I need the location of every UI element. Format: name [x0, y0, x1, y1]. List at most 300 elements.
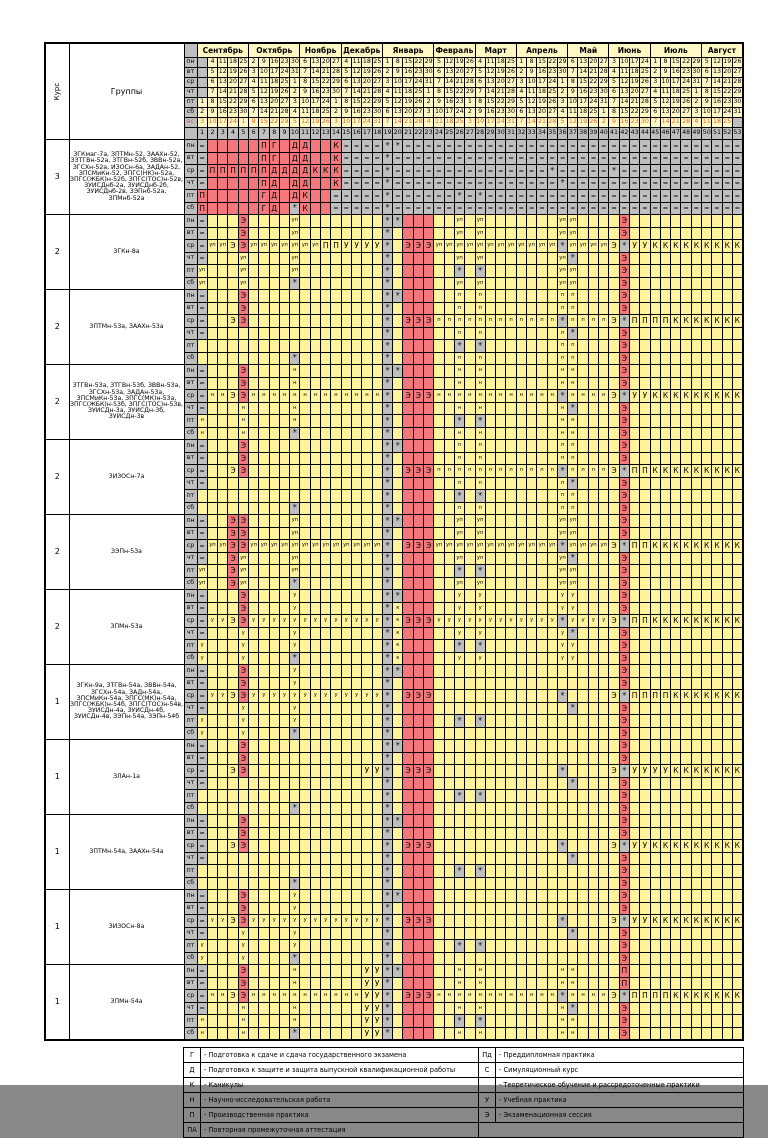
schedule-cell: [516, 940, 526, 953]
schedule-cell: [465, 477, 475, 490]
schedule-cell: [269, 815, 279, 828]
date-cell: 3: [197, 118, 207, 128]
schedule-cell: [465, 452, 475, 465]
schedule-cell: [331, 715, 341, 728]
schedule-cell: [722, 477, 732, 490]
schedule-cell: [403, 265, 413, 278]
schedule-cell: [362, 640, 372, 653]
schedule-cell: н: [568, 365, 578, 378]
schedule-cell: н: [568, 965, 578, 978]
schedule-cell: [351, 477, 361, 490]
schedule-cell: [248, 252, 258, 265]
schedule-cell: п: [475, 327, 485, 340]
schedule-cell: [629, 627, 639, 640]
schedule-cell: Э: [609, 765, 619, 778]
schedule-cell: [321, 677, 331, 690]
schedule-cell: [259, 752, 269, 765]
schedule-cell: [496, 977, 506, 990]
schedule-cell: [681, 890, 691, 903]
schedule-cell: [465, 777, 475, 790]
schedule-cell: у: [475, 602, 485, 615]
schedule-cell: у: [372, 915, 382, 928]
schedule-cell: уп: [599, 540, 609, 553]
schedule-cell: [310, 790, 320, 803]
week-number: 16: [351, 128, 361, 140]
schedule-cell: [444, 865, 454, 878]
date-cell: 8: [702, 88, 712, 98]
schedule-cell: уп: [341, 540, 351, 553]
date-cell: 29: [506, 98, 516, 108]
schedule-cell: [732, 415, 742, 428]
schedule-cell: [547, 590, 557, 603]
schedule-cell: [444, 277, 454, 290]
schedule-cell: ✳: [382, 177, 392, 190]
schedule-cell: [351, 302, 361, 315]
schedule-cell: [424, 252, 434, 265]
schedule-cell: [547, 427, 557, 440]
schedule-cell: н: [547, 990, 557, 1003]
schedule-cell: Э: [619, 1002, 629, 1015]
schedule-cell: [362, 215, 372, 228]
date-cell: 8: [609, 108, 619, 118]
schedule-cell: [578, 690, 588, 703]
schedule-cell: =: [465, 165, 475, 178]
schedule-cell: [702, 565, 712, 578]
schedule-cell: [650, 490, 660, 503]
schedule-cell: н: [279, 390, 289, 403]
schedule-cell: [321, 452, 331, 465]
schedule-cell: [609, 490, 619, 503]
schedule-cell: [496, 415, 506, 428]
schedule-cell: [351, 652, 361, 665]
schedule-cell: уп: [290, 515, 300, 528]
schedule-cell: =: [506, 202, 516, 215]
schedule-cell: ✳: [382, 740, 392, 753]
schedule-cell: Э: [619, 352, 629, 365]
date-cell: 24: [496, 118, 506, 128]
schedule-cell: [403, 627, 413, 640]
schedule-cell: [248, 427, 258, 440]
legend-table: [183, 1047, 744, 1138]
schedule-cell: [588, 702, 598, 715]
date-cell: 10: [475, 118, 485, 128]
schedule-cell: [413, 577, 423, 590]
date-cell: 28: [547, 118, 557, 128]
schedule-cell: [424, 502, 434, 515]
schedule-cell: [310, 877, 320, 890]
schedule-cell: ✳: [454, 565, 464, 578]
schedule-cell: [218, 440, 228, 453]
schedule-cell: [650, 927, 660, 940]
schedule-cell: [207, 577, 217, 590]
schedule-cell: [660, 665, 670, 678]
schedule-cell: [691, 427, 701, 440]
date-cell: 30: [238, 108, 248, 118]
schedule-cell: [722, 590, 732, 603]
schedule-cell: [207, 465, 217, 478]
schedule-cell: п: [568, 290, 578, 303]
schedule-cell: К: [321, 165, 331, 178]
schedule-cell: =: [557, 190, 567, 203]
schedule-cell: [722, 740, 732, 753]
date-cell: 18: [629, 68, 639, 78]
schedule-cell: [516, 252, 526, 265]
schedule-cell: Э: [619, 215, 629, 228]
schedule-cell: [331, 740, 341, 753]
schedule-cell: [218, 802, 228, 815]
schedule-cell: [609, 415, 619, 428]
schedule-cell: ✳: [619, 990, 629, 1003]
schedule-cell: [537, 365, 547, 378]
schedule-cell: [321, 777, 331, 790]
schedule-cell: у: [238, 927, 248, 940]
schedule-cell: [599, 340, 609, 353]
schedule-cell: [671, 827, 681, 840]
schedule-cell: =: [475, 165, 485, 178]
schedule-cell: Э: [619, 890, 629, 903]
schedule-cell: [413, 590, 423, 603]
schedule-cell: [588, 765, 598, 778]
date-cell: 28: [640, 98, 650, 108]
schedule-cell: ✳: [557, 465, 567, 478]
schedule-cell: [351, 965, 361, 978]
date-cell: 26: [640, 78, 650, 88]
schedule-cell: [691, 790, 701, 803]
schedule-cell: уп: [279, 540, 289, 553]
schedule-cell: ✳: [382, 765, 392, 778]
schedule-cell: [609, 252, 619, 265]
schedule-cell: [351, 590, 361, 603]
schedule-cell: [310, 927, 320, 940]
schedule-cell: у: [568, 615, 578, 628]
schedule-cell: [248, 190, 258, 203]
schedule-cell: н: [557, 402, 567, 415]
schedule-cell: [516, 777, 526, 790]
schedule-cell: К: [331, 140, 341, 153]
schedule-cell: [506, 890, 516, 903]
schedule-cell: [671, 727, 681, 740]
schedule-cell: [506, 277, 516, 290]
date-cell: 9: [434, 98, 444, 108]
date-cell: 15: [218, 98, 228, 108]
schedule-cell: [506, 652, 516, 665]
schedule-cell: п: [475, 477, 485, 490]
schedule-cell: ✳: [475, 565, 485, 578]
schedule-cell: [248, 865, 258, 878]
schedule-cell: ✳: [557, 240, 567, 253]
schedule-cell: [362, 852, 372, 865]
schedule-cell: [681, 627, 691, 640]
date-cell: 19: [269, 88, 279, 98]
schedule-cell: [248, 827, 258, 840]
schedule-cell: Э: [403, 615, 413, 628]
schedule-cell: [238, 477, 248, 490]
schedule-cell: Э: [238, 915, 248, 928]
schedule-cell: [207, 627, 217, 640]
schedule-cell: [722, 227, 732, 240]
schedule-cell: =: [197, 165, 207, 178]
schedule-cell: [578, 802, 588, 815]
schedule-cell: [351, 940, 361, 953]
schedule-cell: [671, 365, 681, 378]
schedule-cell: [485, 977, 495, 990]
schedule-cell: н: [290, 377, 300, 390]
schedule-cell: [702, 977, 712, 990]
schedule-cell: [702, 952, 712, 965]
schedule-cell: [650, 740, 660, 753]
date-cell: 18: [712, 118, 722, 128]
schedule-cell: [218, 152, 228, 165]
schedule-cell: [321, 765, 331, 778]
schedule-cell: [650, 377, 660, 390]
schedule-cell: [393, 877, 403, 890]
schedule-cell: [712, 415, 722, 428]
schedule-cell: [599, 440, 609, 453]
schedule-cell: [702, 552, 712, 565]
schedule-cell: [671, 502, 681, 515]
date-cell: 12: [444, 58, 454, 68]
schedule-cell: [372, 490, 382, 503]
schedule-cell: [248, 140, 258, 153]
date-cell: 26: [238, 68, 248, 78]
schedule-cell: У: [372, 990, 382, 1003]
schedule-cell: [269, 677, 279, 690]
date-cell: 21: [722, 78, 732, 88]
schedule-cell: [310, 290, 320, 303]
schedule-cell: =: [722, 177, 732, 190]
schedule-cell: [588, 590, 598, 603]
date-cell: 8: [341, 98, 351, 108]
schedule-cell: [279, 340, 289, 353]
schedule-cell: [434, 290, 444, 303]
schedule-cell: [537, 265, 547, 278]
schedule-cell: [372, 852, 382, 865]
schedule-cell: [681, 977, 691, 990]
date-cell: 3: [650, 78, 660, 88]
schedule-cell: [722, 490, 732, 503]
schedule-cell: [341, 327, 351, 340]
schedule-cell: [321, 352, 331, 365]
schedule-cell: [259, 777, 269, 790]
date-cell: 24: [321, 98, 331, 108]
schedule-cell: [218, 627, 228, 640]
schedule-cell: [722, 1015, 732, 1028]
schedule-cell: [516, 265, 526, 278]
schedule-cell: [331, 727, 341, 740]
schedule-cell: у: [475, 615, 485, 628]
schedule-cell: Э: [619, 577, 629, 590]
schedule-cell: [547, 940, 557, 953]
schedule-cell: [496, 627, 506, 640]
date-cell: 22: [269, 118, 279, 128]
schedule-cell: [629, 365, 639, 378]
schedule-cell: [434, 265, 444, 278]
schedule-cell: [434, 252, 444, 265]
schedule-cell: [300, 877, 310, 890]
schedule-cell: [341, 765, 351, 778]
schedule-cell: [218, 840, 228, 853]
schedule-cell: [712, 1027, 722, 1040]
schedule-cell: [702, 777, 712, 790]
schedule-cell: =: [197, 177, 207, 190]
schedule-cell: =: [362, 177, 372, 190]
schedule-cell: =: [341, 177, 351, 190]
date-cell: 8: [660, 58, 670, 68]
schedule-cell: [650, 415, 660, 428]
schedule-cell: [588, 802, 598, 815]
schedule-cell: н: [506, 390, 516, 403]
schedule-cell: [341, 502, 351, 515]
day-label: ср: [184, 840, 197, 853]
schedule-cell: [207, 652, 217, 665]
schedule-cell: [269, 890, 279, 903]
schedule-cell: [537, 915, 547, 928]
schedule-cell: [588, 1015, 598, 1028]
schedule-cell: [516, 877, 526, 890]
schedule-cell: [341, 677, 351, 690]
schedule-cell: [609, 1015, 619, 1028]
date-cell: 6: [382, 108, 392, 118]
schedule-cell: [300, 577, 310, 590]
course-cell: 1: [45, 815, 69, 890]
schedule-cell: у: [568, 602, 578, 615]
schedule-cell: =: [197, 677, 207, 690]
schedule-cell: [279, 852, 289, 865]
schedule-cell: [588, 840, 598, 853]
schedule-cell: [732, 277, 742, 290]
date-cell: 3: [424, 108, 434, 118]
schedule-cell: ✳: [382, 915, 392, 928]
schedule-cell: [269, 1015, 279, 1028]
date-cell: 28: [331, 68, 341, 78]
schedule-cell: п: [496, 465, 506, 478]
schedule-cell: У: [629, 240, 639, 253]
schedule-cell: К: [732, 465, 742, 478]
schedule-cell: [660, 952, 670, 965]
schedule-cell: [207, 677, 217, 690]
schedule-cell: [650, 952, 660, 965]
schedule-cell: [702, 477, 712, 490]
schedule-cell: [650, 577, 660, 590]
schedule-cell: [413, 415, 423, 428]
schedule-cell: н: [238, 1002, 248, 1015]
schedule-cell: [640, 665, 650, 678]
schedule-cell: [362, 715, 372, 728]
date-cell: 8: [568, 78, 578, 88]
schedule-cell: =: [629, 152, 639, 165]
schedule-cell: уп: [568, 515, 578, 528]
schedule-cell: [506, 952, 516, 965]
schedule-cell: [537, 877, 547, 890]
schedule-cell: [609, 940, 619, 953]
schedule-cell: Э: [238, 965, 248, 978]
schedule-cell: П: [640, 615, 650, 628]
schedule-cell: н: [599, 990, 609, 1003]
schedule-cell: [660, 902, 670, 915]
schedule-cell: [218, 577, 228, 590]
day-label: чт: [184, 177, 197, 190]
schedule-cell: [629, 215, 639, 228]
schedule-cell: [506, 302, 516, 315]
schedule-cell: [547, 877, 557, 890]
schedule-cell: [238, 352, 248, 365]
schedule-cell: [218, 877, 228, 890]
schedule-cell: п: [599, 465, 609, 478]
schedule-cell: ✳: [382, 190, 392, 203]
schedule-cell: [557, 852, 567, 865]
schedule-cell: [434, 965, 444, 978]
schedule-cell: [372, 877, 382, 890]
schedule-cell: [248, 565, 258, 578]
schedule-cell: [527, 365, 537, 378]
schedule-cell: [341, 715, 351, 728]
schedule-cell: [516, 790, 526, 803]
schedule-cell: [424, 477, 434, 490]
schedule-cell: [732, 865, 742, 878]
date-cell: 13: [310, 58, 320, 68]
schedule-cell: [228, 327, 238, 340]
schedule-cell: [218, 452, 228, 465]
schedule-cell: [712, 802, 722, 815]
schedule-cell: [681, 777, 691, 790]
schedule-cell: [599, 802, 609, 815]
schedule-cell: =: [197, 702, 207, 715]
schedule-cell: п: [454, 502, 464, 515]
schedule-cell: [671, 552, 681, 565]
schedule-cell: [702, 752, 712, 765]
date-cell: 25: [722, 118, 732, 128]
schedule-cell: [506, 265, 516, 278]
schedule-cell: [660, 727, 670, 740]
week-number: 24: [434, 128, 444, 140]
schedule-cell: [424, 1015, 434, 1028]
groups-cell: ЗЭПн-53а: [69, 515, 184, 590]
schedule-cell: [434, 427, 444, 440]
schedule-cell: [537, 902, 547, 915]
schedule-cell: [640, 352, 650, 365]
schedule-cell: Э: [238, 227, 248, 240]
schedule-cell: Э: [619, 502, 629, 515]
schedule-cell: [578, 640, 588, 653]
schedule-cell: [465, 790, 475, 803]
schedule-cell: [537, 477, 547, 490]
schedule-cell: ✳: [475, 265, 485, 278]
schedule-cell: У: [372, 965, 382, 978]
date-cell: 16: [671, 68, 681, 78]
schedule-cell: п: [475, 502, 485, 515]
schedule-cell: [362, 865, 372, 878]
schedule-cell: [321, 215, 331, 228]
schedule-cell: [712, 527, 722, 540]
schedule-cell: [351, 602, 361, 615]
schedule-cell: [722, 440, 732, 453]
schedule-cell: уп: [454, 240, 464, 253]
schedule-cell: [629, 552, 639, 565]
schedule-cell: [393, 827, 403, 840]
schedule-cell: П: [259, 165, 269, 178]
schedule-cell: [228, 502, 238, 515]
schedule-cell: [279, 840, 289, 853]
schedule-cell: н: [578, 390, 588, 403]
schedule-cell: [681, 902, 691, 915]
schedule-cell: [444, 852, 454, 865]
schedule-cell: [310, 490, 320, 503]
schedule-cell: [228, 802, 238, 815]
schedule-cell: [403, 1015, 413, 1028]
schedule-cell: У: [640, 915, 650, 928]
schedule-cell: [248, 1015, 258, 1028]
schedule-cell: [321, 515, 331, 528]
